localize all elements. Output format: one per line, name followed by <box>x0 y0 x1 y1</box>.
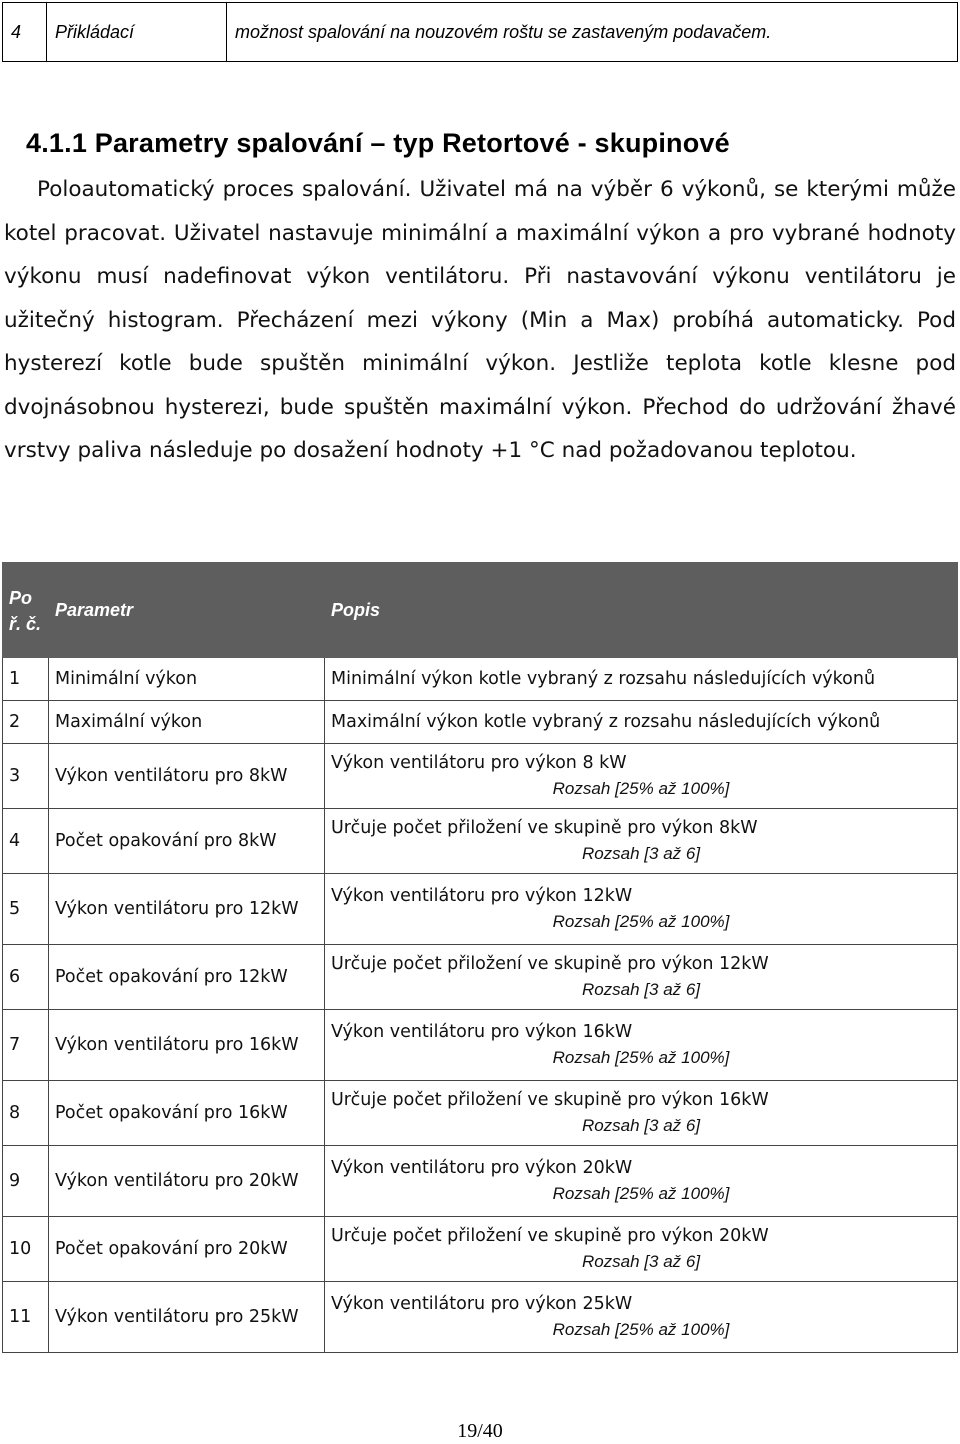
row-description: Výkon ventilátoru pro výkon 25kW <box>331 1294 633 1314</box>
row-description-cell <box>325 1010 958 1081</box>
row-range: Rozsah [25% až 100%] <box>552 912 730 931</box>
row-description: Výkon ventilátoru pro výkon 8 kW <box>331 753 627 773</box>
table-header-row <box>3 563 958 658</box>
parameters-table <box>2 562 958 1353</box>
row-description: Určuje počet přiložení ve skupině pro výkon 12kW <box>331 954 769 974</box>
table-row <box>3 1282 958 1353</box>
row-number: 2 <box>3 701 49 744</box>
row-description-cell <box>325 809 958 874</box>
row-number: 3 <box>3 744 49 809</box>
header-number: Po ř. č. <box>3 563 49 658</box>
row-range: Rozsah [3 až 6] <box>581 980 701 999</box>
page-number: 19/40 <box>457 1420 503 1442</box>
previous-table-last-row <box>2 2 958 62</box>
row-description-cell <box>325 874 958 945</box>
row-range: Rozsah [3 až 6] <box>581 1116 701 1135</box>
row-description: Výkon ventilátoru pro výkon 20kW <box>331 1158 633 1178</box>
table-row <box>3 809 958 874</box>
row-number: 5 <box>3 874 49 945</box>
header-parameter: Parametr <box>49 563 325 658</box>
table-row <box>3 658 958 701</box>
row-description: Výkon ventilátoru pro výkon 16kW <box>331 1022 633 1042</box>
table-row <box>3 1146 958 1217</box>
table-row <box>3 1081 958 1146</box>
row-description-cell <box>325 1282 958 1353</box>
row-description-cell <box>325 1217 958 1282</box>
table-row <box>3 744 958 809</box>
row-description-cell <box>325 744 958 809</box>
header-description: Popis <box>325 563 958 658</box>
row-description-cell <box>325 1081 958 1146</box>
row-range: Rozsah [25% až 100%] <box>552 1184 730 1203</box>
row-number: 7 <box>3 1010 49 1081</box>
row-description: Určuje počet přiložení ve skupině pro výkon 20kW <box>331 1226 769 1246</box>
row-parameter: Výkon ventilátoru pro 20kW <box>49 1146 325 1217</box>
prev-row-description: možnost spalování na nouzovém roštu se zastaveným podavačem. <box>227 3 958 62</box>
row-parameter: Počet opakování pro 20kW <box>49 1217 325 1282</box>
row-parameter: Výkon ventilátoru pro 16kW <box>49 1010 325 1081</box>
prev-row-number: 4 <box>3 3 47 62</box>
row-number: 1 <box>3 658 49 701</box>
prev-row-name: Přikládací <box>47 3 227 62</box>
row-number: 10 <box>3 1217 49 1282</box>
row-description: Minimální výkon kotle vybraný z rozsahu následujících výkonů <box>331 669 876 689</box>
row-description: Určuje počet přiložení ve skupině pro výkon 16kW <box>331 1090 769 1110</box>
table-row <box>3 874 958 945</box>
table-row <box>3 1217 958 1282</box>
row-number: 8 <box>3 1081 49 1146</box>
row-parameter: Počet opakování pro 16kW <box>49 1081 325 1146</box>
row-range: Rozsah [25% až 100%] <box>552 779 730 798</box>
row-parameter: Minimální výkon <box>49 658 325 701</box>
row-number: 4 <box>3 809 49 874</box>
row-description: Výkon ventilátoru pro výkon 12kW <box>331 886 633 906</box>
row-range: Rozsah [3 až 6] <box>581 1252 701 1271</box>
row-parameter: Počet opakování pro 8kW <box>49 809 325 874</box>
section-paragraph: Poloautomatický proces spalování. Uživatel má na výběr 6 výkonů, se kterými může kotel pracovat. Uživatel nastavuje minimální a maximální výkon a pro vybrané hodnoty výkonu musí nadefinovat výkon ventilátoru. Při nastavování výkonu ventilátoru je užitečný histogram. Přecházení mezi výkony (Min a Max) probíhá automaticky. Pod hysterezí kotle bude spuštěn minimální výkon. Jestliže teplota kotle klesne pod dvojnásobnou hysterezi, bude spuštěn maximální výkon. Přechod do udržování žhavé vrstvy paliva následuje po dosažení hodnoty +1 °C nad požadovanou teplotou. <box>4 177 956 463</box>
row-parameter: Výkon ventilátoru pro 25kW <box>49 1282 325 1353</box>
table-row <box>3 945 958 1010</box>
row-parameter: Počet opakování pro 12kW <box>49 945 325 1010</box>
row-description-cell <box>325 658 958 701</box>
row-description-cell <box>325 945 958 1010</box>
row-description-cell <box>325 1146 958 1217</box>
row-range: Rozsah [25% až 100%] <box>552 1320 730 1339</box>
row-range: Rozsah [25% až 100%] <box>552 1048 730 1067</box>
row-range: Rozsah [3 až 6] <box>581 844 701 863</box>
row-description: Určuje počet přiložení ve skupině pro výkon 8kW <box>331 818 758 838</box>
row-number: 9 <box>3 1146 49 1217</box>
row-parameter: Maximální výkon <box>49 701 325 744</box>
table-row <box>3 701 958 744</box>
row-number: 6 <box>3 945 49 1010</box>
row-description: Maximální výkon kotle vybraný z rozsahu následujících výkonů <box>331 712 881 732</box>
table-row <box>3 1010 958 1081</box>
row-number: 11 <box>3 1282 49 1353</box>
row-parameter: Výkon ventilátoru pro 8kW <box>49 744 325 809</box>
row-description-cell <box>325 701 958 744</box>
section-heading: 4.1.1 Parametry spalování – typ Retortové - skupinové <box>26 128 730 158</box>
row-parameter: Výkon ventilátoru pro 12kW <box>49 874 325 945</box>
